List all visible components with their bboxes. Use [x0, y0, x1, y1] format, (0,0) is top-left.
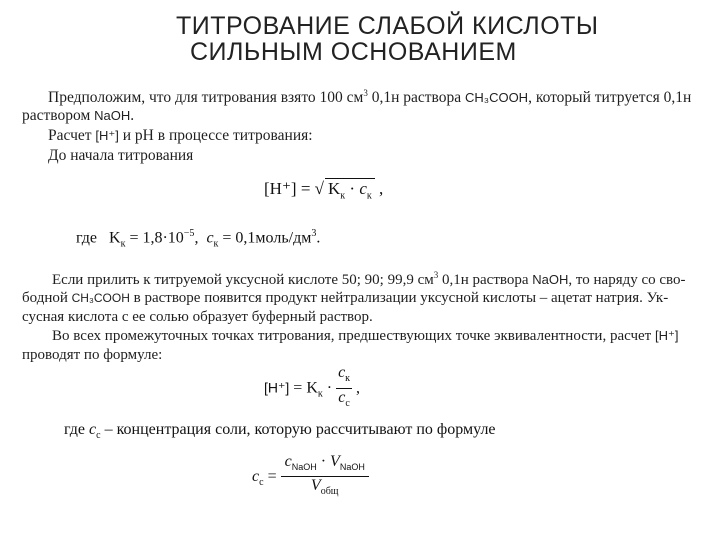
c-symbol: c [338, 389, 346, 407]
text: и pH в процессе титрования: [122, 127, 313, 144]
k-symbol: K [306, 379, 318, 397]
k-subscript: к [317, 388, 323, 400]
h-ion: [H⁺] [95, 128, 119, 143]
c-value: = 0,1моль/дм [222, 229, 312, 247]
dot: · [326, 379, 333, 397]
separator: , [194, 229, 199, 247]
paragraph-calc [48, 127, 313, 145]
v-subscript: общ [320, 486, 339, 498]
where-label: где [64, 421, 86, 438]
fraction [281, 453, 369, 501]
k-value: = 1,8·10 [129, 229, 184, 247]
dot: · [320, 453, 327, 470]
k-subscript: к [340, 190, 346, 202]
c-symbol: c [89, 421, 97, 438]
superscript: 3 [433, 270, 439, 280]
formula-eq: = [300, 179, 311, 198]
formula-salt-concentration [252, 453, 369, 501]
sqrt-symbol: √ [314, 179, 325, 198]
denominator [281, 477, 369, 501]
formula-base: NaOH [532, 272, 569, 287]
text: , то наряду со сво- [568, 272, 686, 288]
formula-eq: = [267, 467, 277, 485]
c-symbol: c [252, 467, 260, 485]
superscript: 3 [363, 88, 368, 98]
radicand [325, 178, 375, 201]
paragraph-buffer-line1 [52, 270, 686, 289]
text: Расчет [48, 127, 92, 144]
formula-acid: CH₃COOH [71, 291, 130, 305]
c-symbol: c [206, 229, 214, 247]
period: . [316, 229, 321, 247]
formula-lhs: [H⁺] [264, 179, 297, 198]
formula-base: NaOH [94, 108, 131, 123]
c-exponent: 3 [311, 228, 317, 239]
c-subscript: c [259, 477, 264, 489]
text: раствором [22, 107, 91, 124]
c-subscript: c [96, 430, 101, 442]
text: в растворе появится продукт нейтрализации уксусной кислоты – ацетат натрия. Ук- [133, 290, 669, 306]
text: Предположим, что для титрования взято 100 см [48, 89, 364, 107]
formula-tail: , [356, 379, 361, 397]
c-subscript: к [345, 373, 351, 385]
c-subscript: к [213, 238, 219, 250]
paragraph-before-titration: До начала титрования [48, 147, 194, 164]
h-ion: [H⁺] [654, 328, 679, 343]
text: – концентрация соли, которую рассчитывают по формуле [104, 421, 496, 438]
text: 0,1н раствора [438, 272, 529, 288]
k-symbol: K [328, 179, 341, 198]
formula-tail: , [378, 179, 384, 198]
c-symbol: c [338, 364, 346, 381]
numerator [336, 364, 352, 389]
text: , который титруется 0,1н [528, 89, 692, 107]
text: . [130, 107, 135, 124]
v-symbol: V [330, 453, 340, 470]
text: Если прилить к титруемой уксусной кислоте 50; 90; 99,9 см [52, 272, 434, 288]
where-label: где [76, 229, 98, 247]
formula-eq: = [293, 379, 303, 397]
formula-h-initial [264, 178, 383, 201]
v-symbol: V [310, 477, 321, 495]
where-salt-concentration [64, 421, 496, 441]
paragraph-assumption-line2 [22, 107, 134, 125]
k-subscript: к [120, 238, 126, 250]
paragraph-intermediate-line2: проводят по формуле: [22, 347, 163, 363]
formula-acid: CH₃COOH [465, 90, 529, 106]
c-symbol: c [359, 179, 367, 198]
where-constants [76, 228, 320, 250]
dot: · [349, 179, 356, 198]
slide-title-line2: СИЛЬНЫМ ОСНОВАНИЕМ [190, 38, 517, 66]
c-subscript: к [366, 190, 372, 202]
denominator [336, 389, 352, 413]
k-symbol: K [109, 229, 121, 247]
paragraph-intermediate-line1 [52, 328, 678, 345]
v-subscript: NaOH [339, 462, 365, 473]
text: бодной [22, 290, 68, 306]
formula-h-buffer [264, 364, 360, 413]
formula-lhs: [H⁺] [264, 379, 290, 396]
numerator [281, 453, 369, 477]
paragraph-buffer-line3: сусная кислота с ее солью образует буферный раствор. [22, 309, 373, 325]
c-subscript: NaOH [291, 462, 317, 473]
slide-title-line1: ТИТРОВАНИЕ СЛАБОЙ КИСЛОТЫ [176, 12, 599, 40]
fraction [336, 364, 352, 413]
paragraph-assumption [48, 88, 691, 107]
c-symbol: c [284, 453, 292, 470]
c-subscript: c [345, 398, 350, 410]
text: 0,1н раствора [367, 89, 462, 107]
paragraph-buffer-line2 [22, 290, 668, 307]
k-exponent: −5 [183, 228, 195, 239]
text: Во всех промежуточных точках титрования, предшествующих точке эквивалентности, расчет [52, 328, 652, 344]
